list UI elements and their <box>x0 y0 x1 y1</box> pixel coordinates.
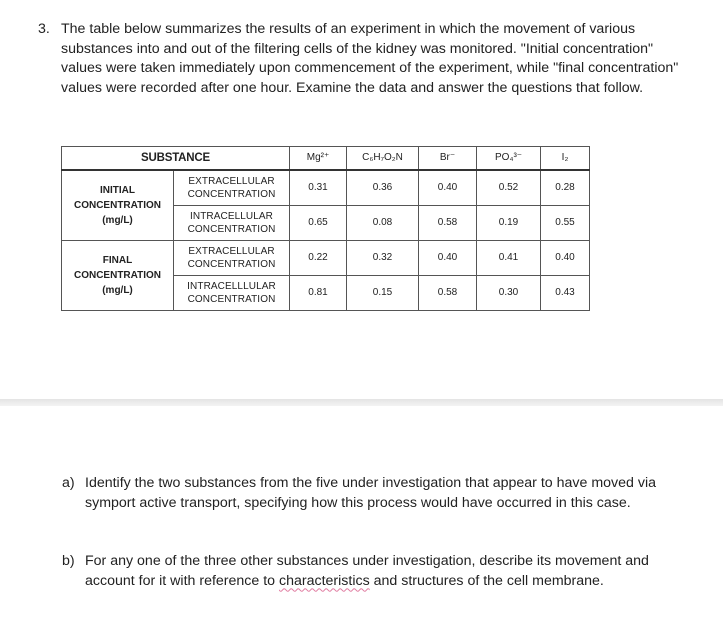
table-cell: 0.58 <box>419 276 477 311</box>
row-label: EXTRACELLULAR CONCENTRATION <box>174 170 290 206</box>
table-cell: 0.15 <box>347 276 419 311</box>
row-label: INTRACELLLULAR CONCENTRATION <box>174 276 290 311</box>
table-cell: 0.40 <box>541 241 590 276</box>
table-cell: 0.22 <box>290 241 347 276</box>
column-header: I₂ <box>541 147 590 171</box>
results-table <box>61 146 590 311</box>
table-cell: 0.40 <box>419 241 477 276</box>
table-cell: 0.31 <box>290 170 347 206</box>
table-cell: 0.52 <box>477 170 541 206</box>
page-divider <box>0 399 723 406</box>
table-cell: 0.58 <box>419 206 477 241</box>
table-cell: 0.40 <box>419 170 477 206</box>
column-header: C₆H₇O₂N <box>347 147 419 171</box>
substance-header: SUBSTANCE <box>62 147 290 171</box>
part-b <box>62 552 672 591</box>
table-cell: 0.43 <box>541 276 590 311</box>
column-header: Mg²⁺ <box>290 147 347 171</box>
table-cell: 0.65 <box>290 206 347 241</box>
row-label: EXTRACELLULAR CONCENTRATION <box>174 241 290 276</box>
question-3 <box>38 20 698 98</box>
part-a <box>62 474 672 513</box>
question-text: The table below summarizes the results of an experiment in which the movement of various substances into and out of the filtering cells of the kidney was monitored. "Initial concentration" values were taken immediately upon commencement of the experiment, while "final concentration" values were recorded after one hour. Examine the data and answer the questions that follow. <box>61 21 679 96</box>
table-cell: 0.08 <box>347 206 419 241</box>
initial-concentration-label: INITIAL CONCENTRATION (mg/L) <box>62 170 174 241</box>
table-cell: 0.41 <box>477 241 541 276</box>
table-header-row <box>62 147 590 171</box>
part-a-label: a) <box>62 475 75 491</box>
table-cell: 0.81 <box>290 276 347 311</box>
table-cell: 0.19 <box>477 206 541 241</box>
table-row <box>62 241 590 276</box>
spellcheck-flagged-word[interactable]: characteristics <box>279 572 370 589</box>
table-cell: 0.36 <box>347 170 419 206</box>
part-b-text-end: and structures of the cell membrane. <box>369 572 604 589</box>
part-a-text: Identify the two substances from the five under investigation that appear to have moved via symport active transport, specifying how this process would have occurred in this case. <box>85 475 656 511</box>
row-label: INTRACELLULAR CONCENTRATION <box>174 206 290 241</box>
table-cell: 0.55 <box>541 206 590 241</box>
final-concentration-label: FINAL CONCENTRATION (mg/L) <box>62 241 174 311</box>
table-cell: 0.28 <box>541 170 590 206</box>
part-b-text-start: For any one of the three other substances under investigation, describe its movement and account for it with reference to <box>85 553 649 589</box>
table-cell: 0.32 <box>347 241 419 276</box>
part-b-text <box>85 552 672 591</box>
column-header: Br⁻ <box>419 147 477 171</box>
part-b-label: b) <box>62 553 75 569</box>
table-row <box>62 170 590 206</box>
column-header: PO₄³⁻ <box>477 147 541 171</box>
question-number: 3. <box>38 21 50 37</box>
table-cell: 0.30 <box>477 276 541 311</box>
